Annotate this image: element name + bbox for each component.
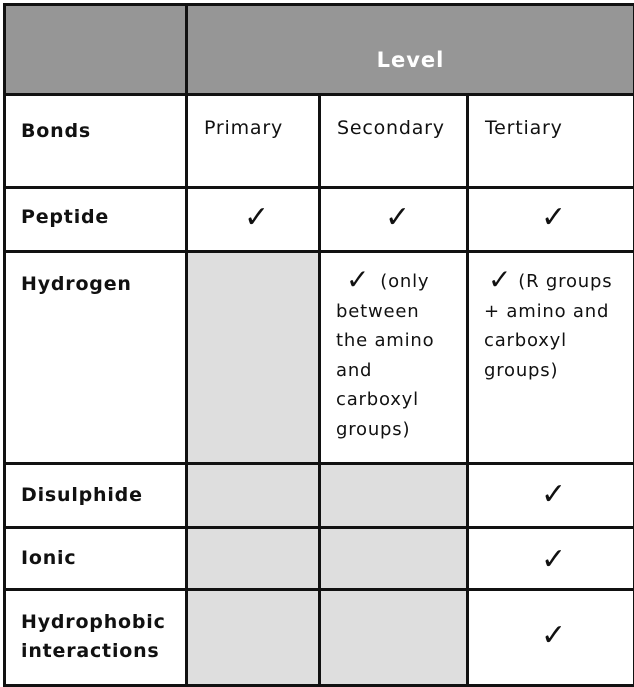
peptide-primary-cell [188, 189, 318, 250]
ionic-secondary-cell-empty [321, 529, 466, 588]
row-divider [6, 250, 633, 253]
disulphide-secondary-cell-empty [321, 465, 466, 526]
bonds-header-cell [6, 96, 185, 186]
hydrogen-secondary-cell [321, 253, 466, 462]
hydrogen-tertiary-note: ✓ (R groups + amino and carboxyl groups) [484, 263, 613, 381]
hydrophobic-primary-cell-empty [188, 591, 318, 684]
ionic-primary-cell-empty [188, 529, 318, 588]
check-icon: ✓ [541, 477, 567, 512]
column-divider [466, 93, 469, 684]
check-icon: ✓ [244, 200, 270, 235]
hydrogen-primary-cell-empty [188, 253, 318, 462]
column-divider [318, 93, 321, 684]
row-divider [6, 588, 633, 591]
ionic-label-cell [6, 529, 185, 588]
hydrogen-label-cell [6, 253, 185, 462]
peptide-tertiary-cell [469, 189, 633, 250]
hydrogen-tertiary-cell [469, 253, 633, 462]
header-level-cell [188, 6, 633, 93]
disulphide-primary-cell-empty [188, 465, 318, 526]
level-heading: Level [376, 48, 445, 72]
hydrophobic-label-cell [6, 591, 185, 684]
row-divider [6, 93, 633, 96]
check-icon: ✓ [541, 618, 567, 653]
check-icon: ✓ [541, 542, 567, 577]
primary-column-heading: Primary [204, 117, 284, 139]
secondary-header-cell [321, 96, 466, 186]
peptide-secondary-cell [321, 189, 466, 250]
peptide-label-cell [6, 189, 185, 250]
check-icon: ✓ [346, 263, 371, 296]
ionic-tertiary-cell [469, 529, 633, 588]
disulphide-label-cell [6, 465, 185, 526]
row-divider [6, 462, 633, 465]
primary-header-cell [188, 96, 318, 186]
row-label-peptide: Peptide [21, 206, 110, 228]
check-icon: ✓ [541, 200, 567, 235]
bonds-column-heading: Bonds [21, 120, 91, 142]
tertiary-header-cell [469, 96, 633, 186]
hydrophobic-secondary-cell-empty [321, 591, 466, 684]
row-divider [6, 526, 633, 529]
check-icon: ✓ [385, 200, 411, 235]
hydrogen-secondary-note: ✓ (only between the amino and carboxyl groups) [336, 263, 435, 440]
row-label-hydrogen: Hydrogen [21, 273, 132, 295]
protein-structure-bonds-table [3, 3, 634, 687]
row-label-ionic: Ionic [21, 547, 77, 569]
disulphide-tertiary-cell [469, 465, 633, 526]
column-divider [185, 6, 188, 684]
tertiary-column-heading: Tertiary [485, 117, 563, 139]
check-icon: ✓ [488, 263, 513, 296]
row-label-disulphide: Disulphide [21, 484, 143, 506]
row-divider [6, 186, 633, 189]
secondary-column-heading: Secondary [337, 117, 445, 139]
header-corner-cell [6, 6, 188, 93]
hydrophobic-tertiary-cell [469, 591, 633, 684]
row-label-hydrophobic-interactions: Hydrophobic interactions [21, 611, 166, 662]
